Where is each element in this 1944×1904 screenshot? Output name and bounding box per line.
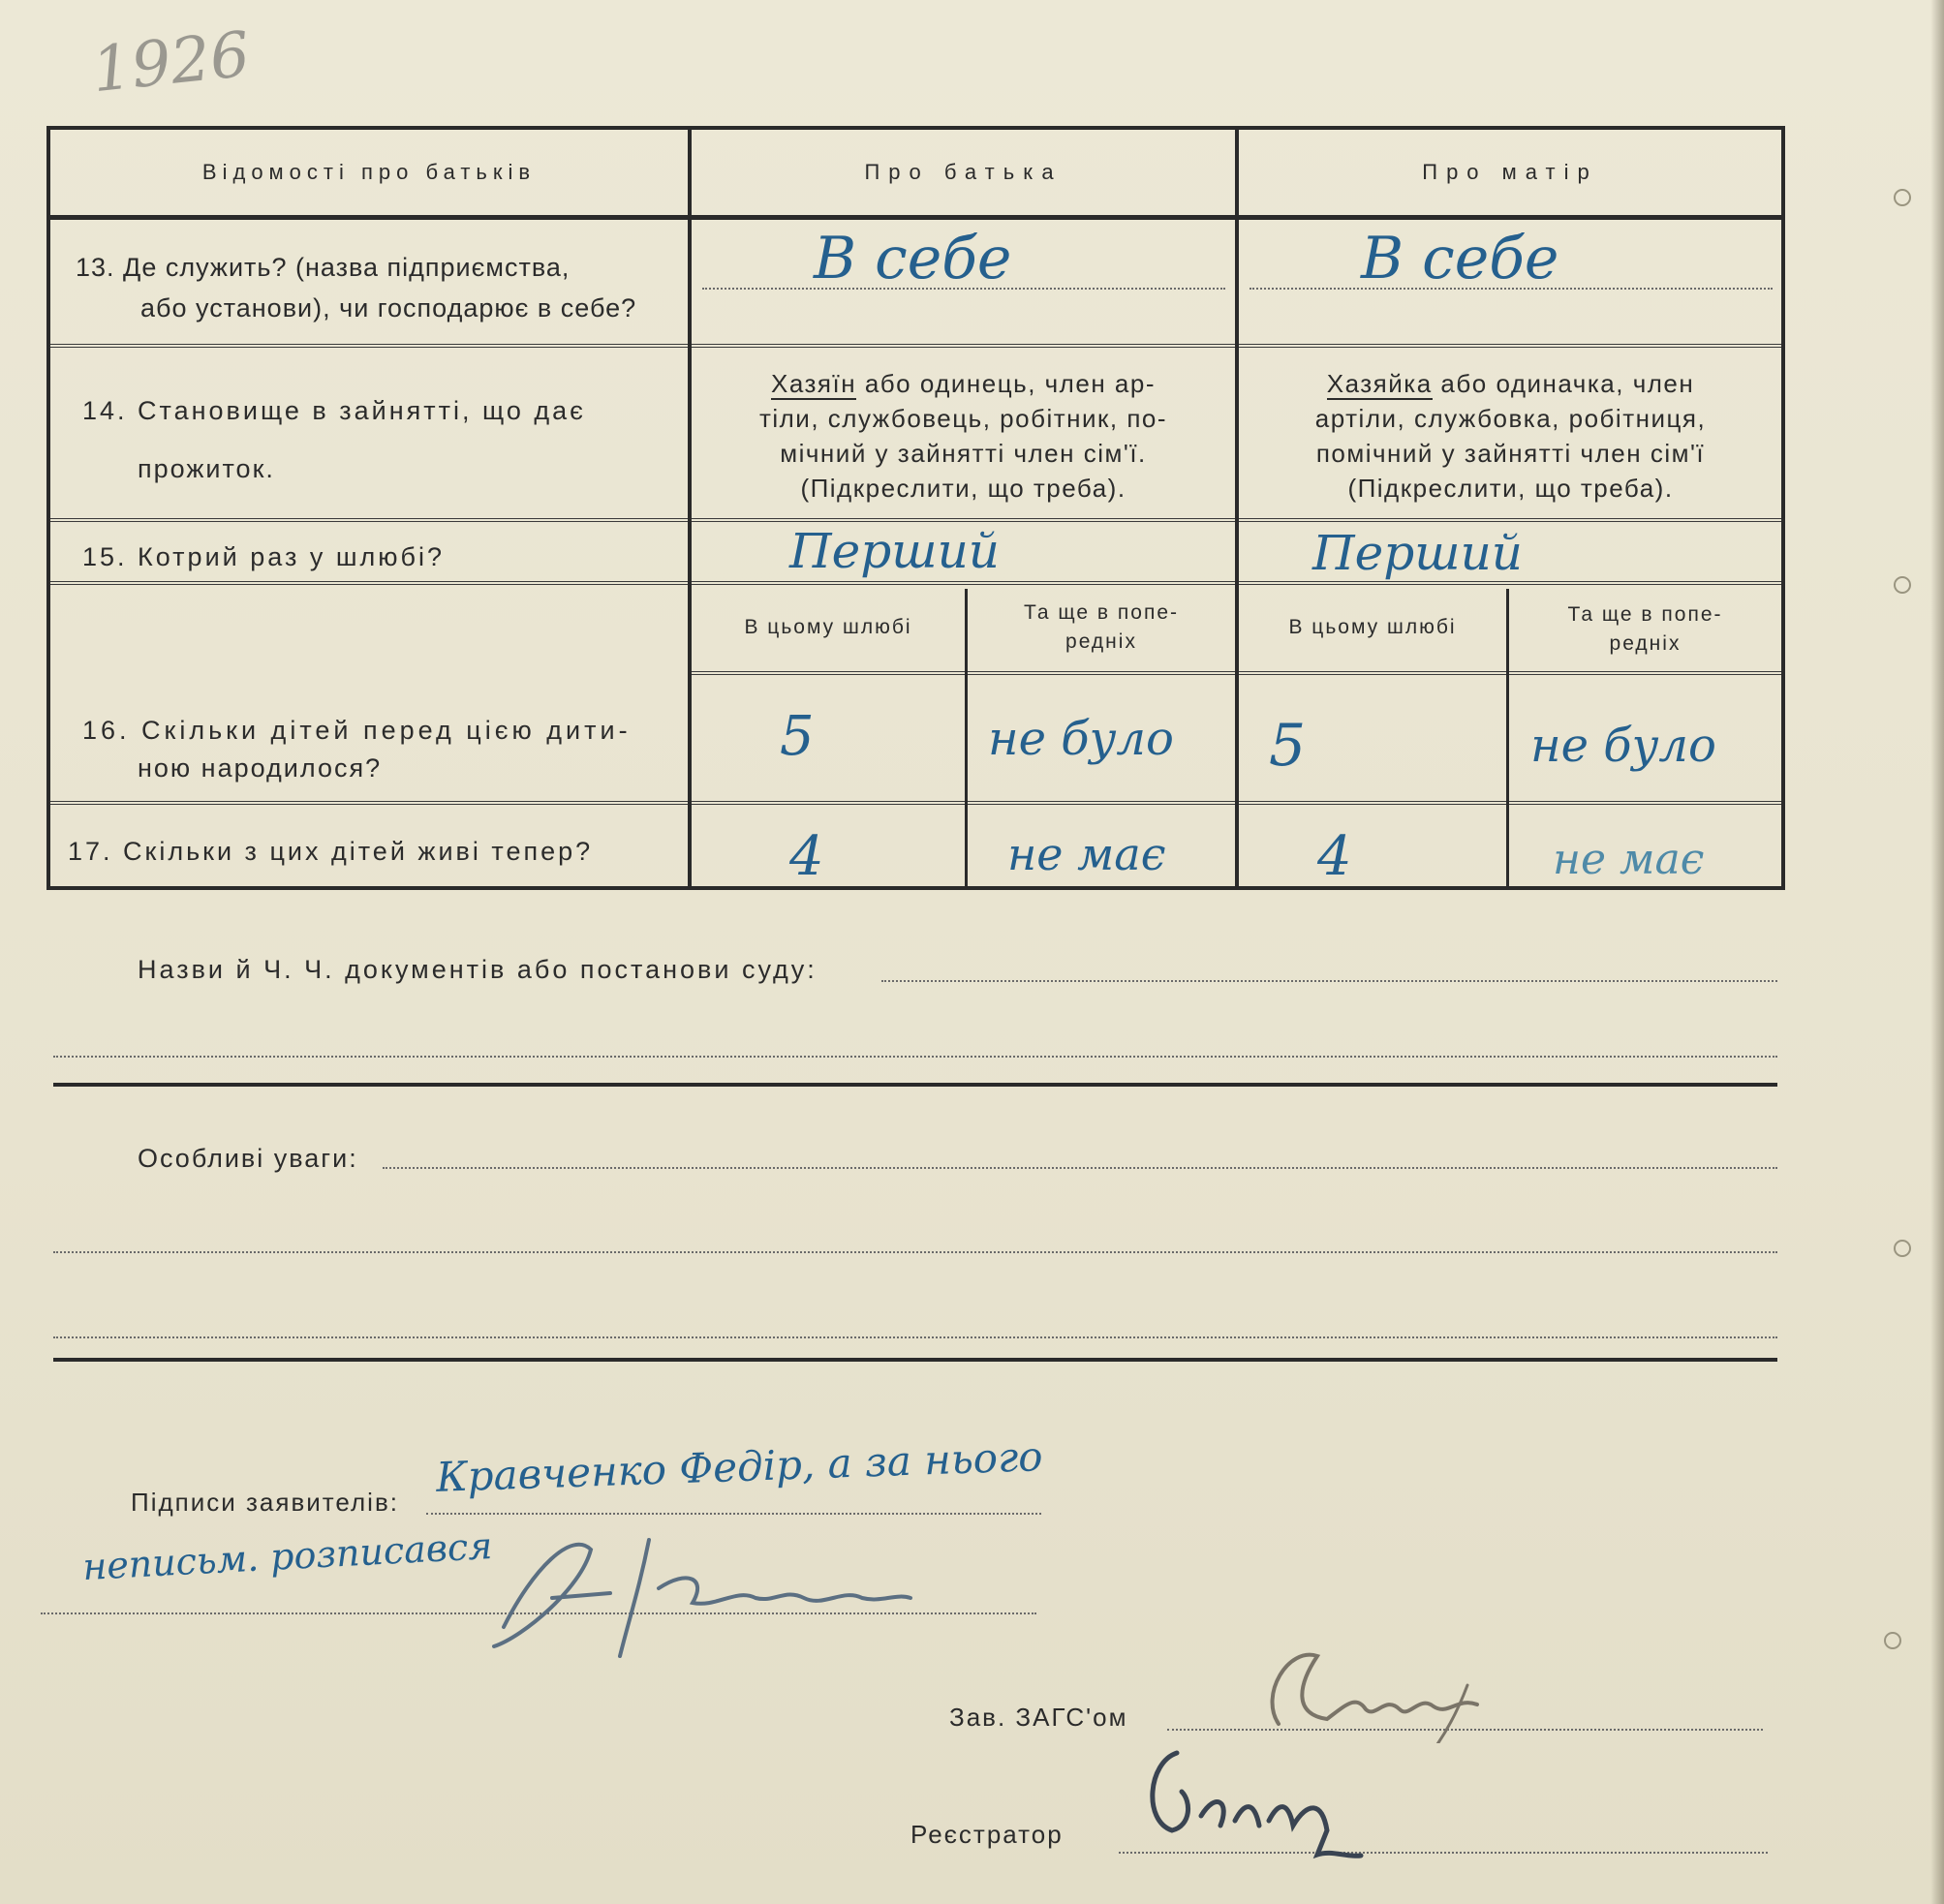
documents-divider [53,1083,1777,1087]
q17-label: 17. Скільки з цих дітей живі тепер? [68,837,594,866]
q14-mother-underlined: Хазяйка [1326,369,1433,398]
q13-label-line2: або установи), чи господарює в себе? [140,293,637,322]
q15-mother-answer: Перший [1312,525,1523,581]
q17-mother-this: 4 [1317,825,1352,888]
q16-mother-prev: не було [1530,719,1716,773]
col-header-mother: Про матір [1422,160,1598,184]
q14-father-underlined: Хазяїн [771,369,857,398]
col-header-father: Про батька [864,160,1063,184]
remarks-line-3 [53,1336,1777,1338]
documents-line-2 [53,1056,1777,1058]
documents-label: Назви й Ч. Ч. документів або постанови суду: [138,955,818,984]
punch-hole [1894,576,1911,594]
year-mark: 1926 [88,18,254,107]
subheader-father-previous: Та ще в попе- редніх [1023,601,1180,653]
remarks-line-2 [53,1251,1777,1253]
q15-label: 15. Котрий раз у шлюбі? [82,542,445,571]
q13-mother-answer: В себе [1361,225,1559,292]
remarks-label: Особливі уваги: [138,1144,358,1173]
q17-father-this: 4 [789,825,824,888]
q14-mother-note: Хазяйка або одиначка, член артіли, службовка, робітниця, помічний у зайнятті член сім'ї (Підкреслити, що треба). [1314,369,1707,503]
applicant-signature-scribble [465,1511,930,1666]
remarks-divider [53,1358,1777,1362]
q15-father-answer: Перший [789,523,1000,579]
q17-mother-prev: не має [1553,835,1705,884]
q16-mother-this: 5 [1269,712,1307,780]
punch-hole [1884,1632,1901,1649]
q13-father-answer: В себе [814,225,1012,292]
subheader-mother-previous: Та ще в попе- редніх [1567,603,1723,655]
registrar-signature [1124,1734,1375,1869]
q16-label-line2: ною народилося? [138,753,383,783]
remarks-line-1 [383,1167,1777,1169]
q13-label-line1: 13. Де служить? (назва підприємства, [76,253,571,282]
documents-line-1 [881,980,1777,982]
q16-father-prev: не було [988,712,1174,766]
subheader-father-this-marriage: В цьому шлюбі [744,616,912,638]
q16-label-line1: 16. Скільки дітей перед цією дити- [82,716,632,745]
applicants-handwriting-line2: неписьм. розписався [81,1523,494,1589]
q14-label-line2: прожиток. [138,454,275,483]
col-header-info: Відомості про батьків [201,160,537,184]
q14-father-note: Хазяїн або одинець, член ар- тіли, службовець, робітник, по- мічний у зайнятті член сім'ї. (Підкреслити, що треба). [758,369,1168,503]
applicants-signature-label: Підписи заявителів: [131,1488,399,1517]
registrar-label: Реєстратор [910,1820,1064,1849]
zags-head-label: Зав. ЗАГС'ом [949,1703,1128,1732]
subheader-mother-this-marriage: В цьому шлюбі [1288,616,1457,638]
page-edge-shadow [1930,0,1944,1904]
q16-father-this: 5 [780,705,815,768]
q14-label-line1: 14. Становище в зайнятті, що дає [82,396,586,425]
punch-hole [1894,1240,1911,1257]
q17-father-prev: не має [1007,828,1166,880]
punch-hole [1894,189,1911,206]
zags-head-signature [1240,1637,1492,1743]
applicants-handwriting-line1: Кравченко Федір, а за нього [435,1432,1044,1501]
